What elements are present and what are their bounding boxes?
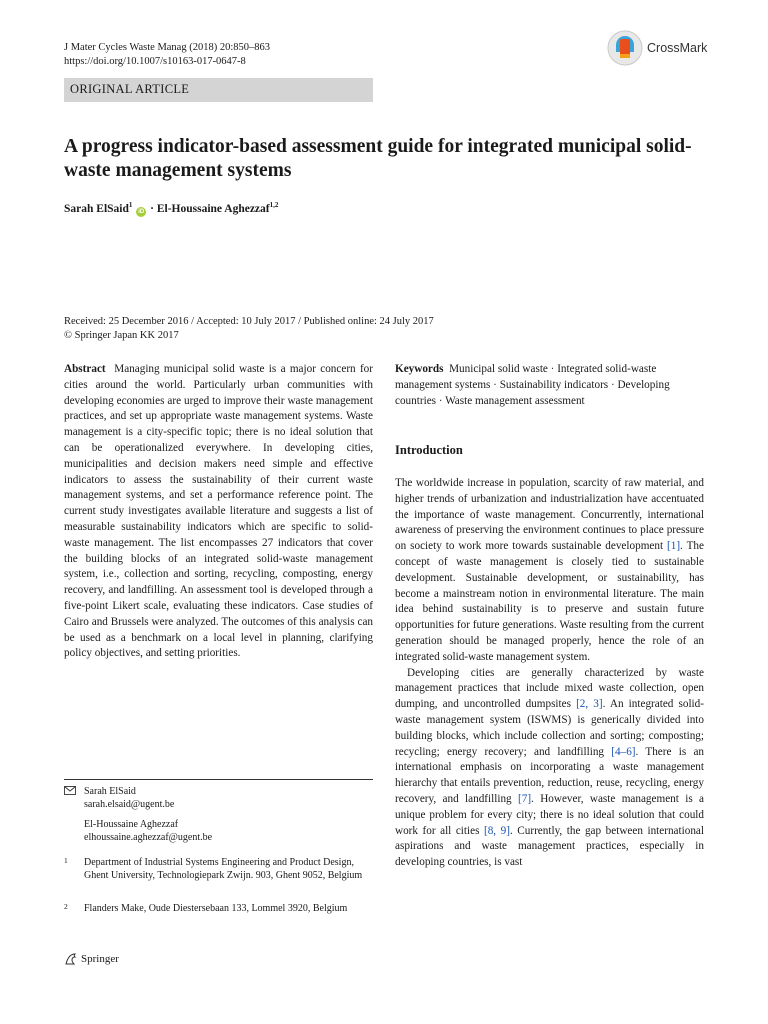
publisher-footer	[64, 952, 119, 966]
publisher-name: Springer	[81, 953, 119, 965]
affiliation-2-number: 2	[64, 902, 68, 911]
corresponding-author-2	[84, 818, 212, 844]
corr-name-1: Sarah ElSaid	[84, 786, 136, 797]
author-1-affiliation: 1	[128, 201, 133, 209]
affiliation-1-number: 1	[64, 856, 68, 865]
author-2[interactable]: El-Houssaine Aghezzaf	[156, 202, 270, 215]
corr-email-2[interactable]: elhoussaine.aghezzaf@ugent.be	[84, 832, 213, 843]
intro-paragraph-1: The worldwide increase in population, scarcity of raw material, and higher trends of urbanization and industrialization have accentuated the importance of waste management. Concurrently, international awareness of preserving the environment continues to place pressure on society to work more towards sustainable development [1]. The concept of waste management is closely tied to sustainable development. Sustainable development, or sustainability, has become a mainstream notion in environmental literature. The main idea behind sustainability is to preserve and sustain future opportunities for future generations. Waste resulting from the current generation should be managed properly, hence the role of an integrated solid-waste management system.	[395, 477, 704, 663]
article-history: Received: 25 December 2016 / Accepted: 10 July 2017 / Published online: 24 July 2017	[64, 316, 434, 327]
affiliation-2: Flanders Make, Oude Diestersebaan 133, Lommel 3920, Belgium	[84, 903, 348, 914]
article-type: ORIGINAL ARTICLE	[70, 82, 190, 96]
journal-meta	[64, 41, 270, 69]
corr-email-1[interactable]: sarah.elsaid@ugent.be	[84, 799, 175, 810]
citation-link[interactable]: [8, 9]	[483, 824, 510, 837]
publication-dates	[64, 315, 434, 343]
corr-name-2: El-Houssaine Aghezzaf	[84, 819, 179, 830]
author-line	[64, 201, 278, 217]
affiliation-1: Department of Industrial Systems Engineering and Product Design, Ghent University, Technologiepark Zwijn. 903, Ghent 9052, Belgium	[84, 857, 363, 881]
introduction-heading: Introduction	[395, 443, 463, 457]
citation-link[interactable]: [4–6]	[611, 745, 636, 758]
crossmark-badge[interactable]	[607, 30, 707, 66]
paper-title: A progress indicator-based assessment guide for integrated municipal solid-waste management systems	[64, 136, 692, 181]
citation-link[interactable]: [1]	[667, 540, 681, 553]
keywords	[395, 362, 704, 409]
crossmark-icon	[607, 30, 643, 66]
footnote-divider	[64, 779, 373, 780]
orcid-icon[interactable]: iD	[138, 208, 145, 215]
journal-citation: J Mater Cycles Waste Manag (2018) 20:850–863	[64, 42, 271, 53]
crossmark-label: CrossMark	[647, 41, 708, 55]
author-2-affiliation: 1,2	[269, 201, 279, 209]
copyright: © Springer Japan KK 2017	[64, 330, 179, 341]
abstract-text: Managing municipal solid waste is a major concern for cities around the world. Particularly urban communities with developing economies are urged to improve their waste management practices, and set up appropriate waste management systems. Waste management is a city-specific topic; there is no ideal solution that can be operationalized everywhere. In developing cities, municipalities and decision makers need simple and effective indicators to assess the sustainability of their current waste management systems, and set a performance reference point. The current study investigates available literature and suggests a list of measurable sustainability indicators which are specific to solid-waste management. The list encompasses 27 indicators that cover the building blocks of an integrated solid-waste management system, i.e., collection and sorting, recycling, composting, energy recovery, and landfilling. An assessment tool is developed through a five-point Likert scale, evaluating these indicators. Case studies of Cairo and Brussels were analyzed. The outcomes of this analysis can be used as a benchmark on a local level in planning, clarifying policy objectives, and setting priorities.	[64, 363, 373, 660]
introduction-body	[395, 476, 704, 871]
intro-paragraph-2: Developing cities are generally characterized by waste management practices that include mixed waste collection, open dumping, and uncontrolled dumpsites [2, 3]. An integrated solid-waste management system (ISWMS) is generically divided into building blocks, which include collection and sorting; composting; recycling; energy recovery; and landfilling [4–6]. There is an international emphasis on incorporating a waste management hierarchy that entails prevention, reduction, reuse, recycling, energy recovery, and landfilling [7]. However, waste management is a unique problem for every city; there is no ideal solution that could work for all cities [8, 9]. Currently, the gap between international aspirations and waste management practices, especially in developing countries, is vast	[395, 666, 705, 869]
envelope-icon	[64, 786, 76, 795]
author-1[interactable]: Sarah ElSaid	[64, 202, 129, 215]
keywords-text: Municipal solid waste · Integrated solid-waste management systems · Sustainability indicators · Developing countries · Waste management assessment	[395, 363, 670, 407]
abstract-label: Abstract	[64, 363, 106, 375]
doi-link[interactable]: https://doi.org/10.1007/s10163-017-0647-8	[64, 56, 246, 67]
springer-horse-icon	[64, 952, 78, 966]
abstract	[64, 362, 373, 662]
article-type-band	[64, 78, 373, 102]
citation-link[interactable]: [2, 3]	[576, 698, 603, 711]
author-separator: ·	[147, 202, 157, 215]
citation-link[interactable]: [7]	[518, 792, 532, 805]
corresponding-author-1	[84, 785, 174, 811]
keywords-label: Keywords	[395, 363, 444, 375]
